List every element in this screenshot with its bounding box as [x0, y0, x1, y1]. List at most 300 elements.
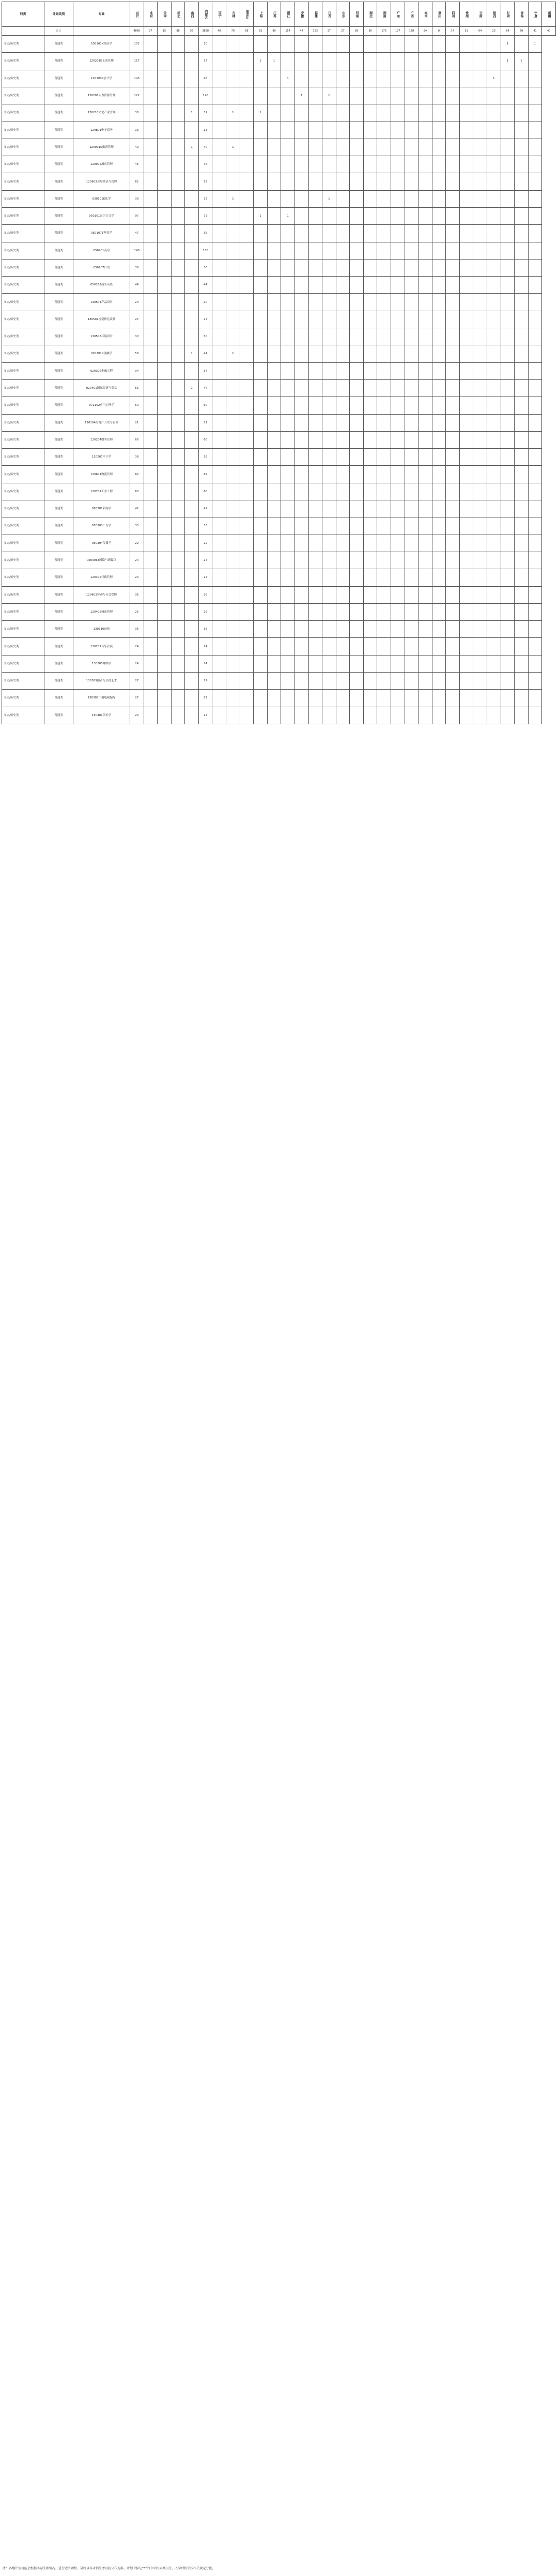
province-value-cell: [281, 672, 295, 689]
province-value-cell: [295, 500, 308, 517]
total-province-value: 88: [171, 27, 185, 36]
province-value-cell: [501, 362, 515, 379]
province-value-cell: [473, 569, 487, 586]
province-value-cell: [350, 259, 364, 276]
province-value-cell: [267, 70, 281, 87]
province-value-cell: [350, 638, 364, 655]
province-value-cell: [350, 53, 364, 70]
province-value-cell: [171, 53, 185, 70]
province-value-cell: [405, 70, 419, 87]
province-value-cell: [322, 466, 336, 483]
province-value-cell: [515, 397, 529, 414]
province-value-cell: [144, 690, 158, 707]
row-total-cell: 42: [130, 500, 144, 517]
province-value-cell: [254, 535, 268, 552]
province-value-cell: [377, 311, 391, 328]
province-value-cell: [405, 294, 419, 311]
province-value-cell: [419, 638, 432, 655]
plan-type-cell: 普通类: [44, 569, 73, 586]
table-row: [2, 500, 556, 517]
province-value-cell: [391, 36, 405, 53]
province-value-cell: [363, 190, 377, 207]
province-value-cell: [459, 53, 473, 70]
province-value-cell: [459, 379, 473, 397]
province-value-cell: [363, 345, 377, 362]
province-value-cell: [212, 345, 226, 362]
province-value-cell: [295, 586, 308, 603]
header-province: 广西: [405, 2, 419, 27]
province-value-cell: [377, 397, 391, 414]
province-value-cell: [446, 242, 460, 259]
province-value-cell: [473, 586, 487, 603]
province-value-cell: [158, 655, 172, 672]
table-row: [2, 225, 556, 242]
province-value-cell: [432, 70, 446, 87]
row-total-cell: 38: [130, 449, 144, 466]
province-value-cell: [501, 311, 515, 328]
province-value-cell: [171, 328, 185, 345]
province-value-cell: [405, 190, 419, 207]
province-value-cell: [281, 535, 295, 552]
major-cell: 020302金融工程: [73, 362, 130, 379]
province-value-cell: [363, 552, 377, 569]
province-value-cell: [363, 655, 377, 672]
province-value-cell: [336, 500, 350, 517]
province-value-cell: [322, 672, 336, 689]
major-cell: 120405城市管理: [73, 603, 130, 620]
province-value-cell: [419, 53, 432, 70]
province-value-cell: [432, 517, 446, 535]
province-value-cell: [144, 362, 158, 379]
province-value-cell: 1: [226, 190, 240, 207]
province-value-cell: [405, 690, 419, 707]
province-value-cell: [446, 121, 460, 139]
province-value-cell: [308, 500, 322, 517]
province-value-cell: [212, 311, 226, 328]
province-value-cell: [405, 345, 419, 362]
province-value-cell: [501, 104, 515, 121]
province-value-cell: [515, 121, 529, 139]
province-value-cell: [226, 225, 240, 242]
province-value-cell: [528, 517, 542, 535]
province-value-cell: [419, 277, 432, 294]
header-province: 青海: [515, 2, 529, 27]
province-value-cell: [212, 277, 226, 294]
table-row: [2, 259, 556, 276]
province-value-cell: [419, 517, 432, 535]
category-cell: 文史/历史类: [2, 70, 44, 87]
province-value-cell: [254, 87, 268, 104]
province-value-cell: [336, 379, 350, 397]
table-row: [2, 173, 556, 190]
province-value-cell: 59: [198, 173, 212, 190]
province-value-cell: [501, 586, 515, 603]
province-value-cell: [144, 603, 158, 620]
province-value-cell: 20: [198, 294, 212, 311]
table-row: [2, 466, 556, 483]
province-value-cell: [391, 707, 405, 724]
province-value-cell: [295, 552, 308, 569]
province-value-cell: 1: [501, 53, 515, 70]
province-value-cell: [405, 328, 419, 345]
province-value-cell: [515, 345, 529, 362]
province-value-cell: [405, 500, 419, 517]
row-total-cell: 36: [130, 259, 144, 276]
province-value-cell: [144, 207, 158, 224]
province-value-cell: [185, 190, 199, 207]
province-value-cell: [171, 603, 185, 620]
province-value-cell: [515, 500, 529, 517]
province-value-cell: [459, 535, 473, 552]
plan-type-cell: 普通类: [44, 552, 73, 569]
province-value-cell: [336, 121, 350, 139]
province-value-cell: [350, 552, 364, 569]
province-value-cell: [377, 156, 391, 173]
province-value-cell: [240, 242, 254, 259]
province-value-cell: [363, 431, 377, 448]
province-value-cell: [144, 414, 158, 431]
province-value-cell: [281, 139, 295, 156]
header-province: 宁夏: [528, 2, 542, 27]
province-value-cell: [185, 70, 199, 87]
province-value-cell: [171, 707, 185, 724]
province-value-cell: [515, 104, 529, 121]
province-value-cell: [212, 104, 226, 121]
province-value-cell: [391, 586, 405, 603]
province-value-cell: [405, 259, 419, 276]
province-value-cell: [377, 638, 391, 655]
row-total-cell: 47: [130, 225, 144, 242]
province-value-cell: [459, 690, 473, 707]
province-value-cell: [405, 707, 419, 724]
province-value-cell: [226, 242, 240, 259]
province-value-cell: [336, 345, 350, 362]
province-value-cell: [350, 104, 364, 121]
province-value-cell: [487, 225, 501, 242]
province-value-cell: [515, 569, 529, 586]
province-value-cell: [281, 707, 295, 724]
province-value-cell: [322, 638, 336, 655]
province-value-cell: [350, 173, 364, 190]
province-value-cell: [226, 517, 240, 535]
province-value-cell: [473, 672, 487, 689]
province-value-cell: [419, 36, 432, 53]
province-value-cell: [158, 345, 172, 362]
province-value-cell: [295, 414, 308, 431]
province-value-cell: [336, 190, 350, 207]
province-value-cell: [144, 311, 158, 328]
province-value-cell: [240, 259, 254, 276]
row-total-cell: 27: [130, 690, 144, 707]
row-total-cell: 66: [130, 431, 144, 448]
province-value-cell: [158, 70, 172, 87]
province-value-cell: 42: [198, 500, 212, 517]
province-value-cell: [391, 207, 405, 224]
province-value-cell: [363, 449, 377, 466]
province-value-cell: [350, 690, 364, 707]
province-value-cell: [336, 36, 350, 53]
province-value-cell: [501, 449, 515, 466]
province-value-cell: [459, 500, 473, 517]
province-value-cell: [432, 431, 446, 448]
province-value-cell: [432, 466, 446, 483]
province-value-cell: [322, 36, 336, 53]
province-value-cell: [267, 36, 281, 53]
province-value-cell: [226, 414, 240, 431]
province-value-cell: [281, 311, 295, 328]
province-value-cell: [158, 36, 172, 53]
province-value-cell: [322, 362, 336, 379]
province-value-cell: [158, 621, 172, 638]
province-value-cell: [144, 379, 158, 397]
province-value-cell: [446, 707, 460, 724]
province-value-cell: [254, 517, 268, 535]
province-value-cell: [459, 242, 473, 259]
table-row: [2, 552, 556, 569]
province-value-cell: [528, 294, 542, 311]
province-value-cell: 27: [198, 672, 212, 689]
province-value-cell: [350, 225, 364, 242]
province-value-cell: [171, 655, 185, 672]
province-value-cell: [308, 345, 322, 362]
province-value-cell: [528, 121, 542, 139]
province-value-cell: [528, 207, 542, 224]
province-value-cell: [185, 517, 199, 535]
plan-type-cell: 普通类: [44, 345, 73, 362]
province-value-cell: [515, 190, 529, 207]
province-value-cell: [473, 638, 487, 655]
province-value-cell: [528, 104, 542, 121]
province-value-cell: [240, 362, 254, 379]
province-value-cell: [281, 379, 295, 397]
province-value-cell: [487, 242, 501, 259]
province-value-cell: [212, 173, 226, 190]
province-value-cell: [144, 156, 158, 173]
province-value-cell: [240, 483, 254, 500]
province-value-cell: [459, 173, 473, 190]
province-value-cell: [405, 621, 419, 638]
province-value-cell: [473, 294, 487, 311]
province-value-cell: 44: [198, 345, 212, 362]
province-value-cell: [185, 655, 199, 672]
province-value-cell: [254, 586, 268, 603]
province-value-cell: [473, 225, 487, 242]
province-value-cell: [350, 449, 364, 466]
province-value-cell: [473, 242, 487, 259]
province-value-cell: 1: [226, 139, 240, 156]
province-value-cell: [171, 586, 185, 603]
province-value-cell: [308, 53, 322, 70]
province-value-cell: [528, 311, 542, 328]
province-value-cell: [419, 655, 432, 672]
province-value-cell: [171, 104, 185, 121]
province-value-cell: [226, 259, 240, 276]
province-value-cell: [459, 87, 473, 104]
province-value-cell: [501, 535, 515, 552]
total-province-value: 57: [185, 27, 199, 36]
table-row: [2, 328, 556, 345]
row-total-cell: 24: [130, 569, 144, 586]
total-province-value: 37: [322, 27, 336, 36]
province-value-cell: [528, 414, 542, 431]
category-cell: 文史/历史类: [2, 277, 44, 294]
province-value-cell: [528, 603, 542, 620]
province-value-cell: [501, 225, 515, 242]
province-value-cell: [212, 655, 226, 672]
province-value-cell: [515, 207, 529, 224]
province-value-cell: [144, 552, 158, 569]
province-value-cell: [336, 569, 350, 586]
total-province-value: 80: [267, 27, 281, 36]
province-value-cell: [144, 655, 158, 672]
province-value-cell: [473, 414, 487, 431]
province-value-cell: [336, 173, 350, 190]
plan-type-cell: 普通类: [44, 104, 73, 121]
province-value-cell: [377, 345, 391, 362]
province-value-cell: [419, 397, 432, 414]
province-value-cell: [336, 449, 350, 466]
category-cell: 文史/历史类: [2, 121, 44, 139]
plan-type-cell: 普通类: [44, 328, 73, 345]
category-cell: 文史/历史类: [2, 483, 44, 500]
major-cell: 120207审计学: [73, 449, 130, 466]
province-value-cell: [158, 638, 172, 655]
province-value-cell: [295, 690, 308, 707]
province-value-cell: 36: [198, 259, 212, 276]
province-value-cell: [295, 517, 308, 535]
province-value-cell: [419, 207, 432, 224]
province-value-cell: [308, 328, 322, 345]
province-value-cell: [336, 397, 350, 414]
province-value-cell: [350, 466, 364, 483]
province-value-cell: [212, 53, 226, 70]
province-value-cell: [515, 379, 529, 397]
province-value-cell: [432, 638, 446, 655]
province-value-cell: [363, 277, 377, 294]
province-value-cell: [363, 707, 377, 724]
province-value-cell: [405, 277, 419, 294]
province-value-cell: [419, 569, 432, 586]
province-value-cell: [501, 121, 515, 139]
province-value-cell: [308, 156, 322, 173]
total-province-value: 127: [391, 27, 405, 36]
province-value-cell: [322, 70, 336, 87]
province-value-cell: [171, 690, 185, 707]
province-value-cell: [336, 655, 350, 672]
province-value-cell: 1: [501, 36, 515, 53]
province-value-cell: [405, 242, 419, 259]
province-value-cell: [363, 672, 377, 689]
province-value-cell: [391, 53, 405, 70]
province-value-cell: [446, 104, 460, 121]
header-province: 山西: [185, 2, 199, 27]
province-value-cell: [281, 621, 295, 638]
plan-type-cell: 普通类: [44, 638, 73, 655]
province-value-cell: [515, 259, 529, 276]
province-value-cell: [446, 431, 460, 448]
province-value-cell: [158, 225, 172, 242]
major-cell: 120903会展经济与管理: [73, 173, 130, 190]
province-value-cell: [212, 259, 226, 276]
province-value-cell: [377, 500, 391, 517]
province-value-cell: [391, 225, 405, 242]
province-value-cell: [391, 603, 405, 620]
province-value-cell: [487, 449, 501, 466]
category-cell: 文史/历史类: [2, 431, 44, 448]
province-value-cell: [350, 294, 364, 311]
category-cell: 文史/历史类: [2, 362, 44, 379]
province-value-cell: 38: [198, 449, 212, 466]
province-value-cell: [432, 397, 446, 414]
row-total-cell: 20: [130, 294, 144, 311]
province-value-cell: [322, 53, 336, 70]
province-value-cell: [226, 173, 240, 190]
table-row: [2, 277, 556, 294]
province-value-cell: [158, 569, 172, 586]
province-value-cell: [446, 87, 460, 104]
province-value-cell: [501, 603, 515, 620]
province-value-cell: 1: [254, 104, 268, 121]
row-total-cell: 60: [130, 397, 144, 414]
province-value-cell: [322, 139, 336, 156]
province-value-cell: [528, 638, 542, 655]
province-value-cell: [171, 259, 185, 276]
total-province-value: 48: [212, 27, 226, 36]
province-value-cell: [308, 603, 322, 620]
province-value-cell: [267, 87, 281, 104]
province-value-cell: [226, 603, 240, 620]
province-value-cell: 1: [295, 87, 308, 104]
province-value-cell: [377, 535, 391, 552]
header-province: 重庆: [432, 2, 446, 27]
table-row: [2, 207, 556, 224]
province-value-cell: [185, 483, 199, 500]
province-value-cell: [473, 87, 487, 104]
major-cell: 050306T网络与新媒体: [73, 552, 130, 569]
province-value-cell: [212, 121, 226, 139]
province-value-cell: [350, 414, 364, 431]
province-value-cell: [171, 569, 185, 586]
table-row: [2, 379, 556, 397]
province-value-cell: [281, 104, 295, 121]
province-value-cell: [391, 87, 405, 104]
header-province: 湖南: [377, 2, 391, 27]
province-value-cell: [473, 466, 487, 483]
province-value-cell: [473, 517, 487, 535]
province-value-cell: [350, 362, 364, 379]
province-value-cell: [336, 586, 350, 603]
category-cell: 文史/历史类: [2, 190, 44, 207]
province-value-cell: [144, 483, 158, 500]
province-value-cell: [254, 466, 268, 483]
province-value-cell: [240, 379, 254, 397]
province-value-cell: [240, 500, 254, 517]
province-value-cell: 24: [198, 552, 212, 569]
province-value-cell: [308, 173, 322, 190]
table-row: [2, 53, 556, 70]
province-value-cell: [377, 70, 391, 87]
province-value-cell: [446, 603, 460, 620]
province-value-cell: [281, 36, 295, 53]
province-value-cell: [267, 431, 281, 448]
province-value-cell: [446, 483, 460, 500]
plan-type-cell: 普通类: [44, 36, 73, 53]
province-value-cell: [212, 517, 226, 535]
province-value-cell: [308, 449, 322, 466]
province-value-cell: [501, 638, 515, 655]
province-value-cell: [487, 552, 501, 569]
province-value-cell: [405, 87, 419, 104]
